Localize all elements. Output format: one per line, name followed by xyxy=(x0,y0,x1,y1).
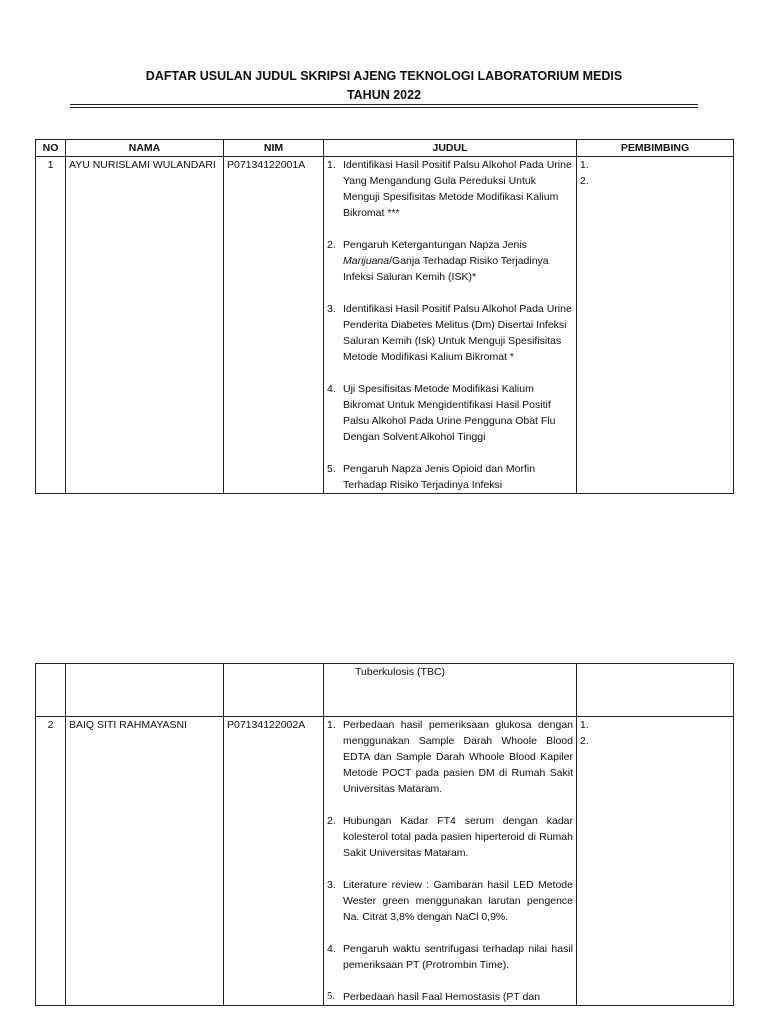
judul-item-text xyxy=(343,237,573,285)
student-name: BAIQ SITI RAHMAYASNI xyxy=(66,717,224,1006)
judul-item xyxy=(327,381,573,445)
document-title: DAFTAR USULAN JUDUL SKRIPSI AJENG TEKNOLOGI LABORATORIUM MEDIS xyxy=(145,69,623,83)
title-underline-bottom xyxy=(70,107,698,108)
judul-item xyxy=(327,877,573,925)
document-subtitle-year: TAHUN 2022 xyxy=(346,88,422,102)
column-header-nama: NAMA xyxy=(66,140,224,157)
judul-item-text: Uji Spesifisitas Metode Modifikasi Kalium Bikromat Untuk Mengidentifikasi Hasil Positif Palsu Alkohol Pada Urine Pengguna Obat Flu Dengan Solvent Alkohol Tinggi xyxy=(343,383,556,443)
pembimbing-slot: 2. xyxy=(580,735,589,747)
student-nim: P07134122001A xyxy=(224,157,324,494)
student-name: AYU NURISLAMI WULANDARI xyxy=(66,157,224,494)
pembimbing-cell xyxy=(577,717,734,1006)
student-name-empty xyxy=(66,664,224,717)
pembimbing-cell xyxy=(577,157,734,494)
judul-item-number: 1. xyxy=(327,719,336,731)
row-no-empty xyxy=(36,664,66,717)
judul-item xyxy=(327,813,573,861)
student-nim: P07134122002A xyxy=(224,717,324,1006)
row-no: 2 xyxy=(36,717,66,1006)
judul-cell xyxy=(324,157,577,494)
judul-item-number: 3. xyxy=(327,303,336,315)
judul-item-number: 2. xyxy=(327,239,336,251)
judul-item xyxy=(327,301,573,365)
judul-item-text: Perbedaan hasil pemeriksaan glukosa dengan menggunakan Sample Darah Whoole Blood EDTA dan Sample Darah Whoole Blood Kapiler Metode POCT pada pasien DM di Rumah Sakit Universitas Mataram. xyxy=(343,719,573,795)
table-header-row xyxy=(36,140,734,157)
pembimbing-slot: 1. xyxy=(580,719,589,731)
judul-item xyxy=(327,461,573,493)
row-no: 1 xyxy=(36,157,66,494)
judul-item-number: 4. xyxy=(327,383,336,395)
judul-cell xyxy=(324,664,577,717)
judul-item-text-pre: Pengaruh Ketergantungan Napza Jenis xyxy=(343,239,527,251)
judul-item-text-italic: Marijuana xyxy=(343,255,390,267)
table-row xyxy=(36,157,734,494)
table-row-continuation xyxy=(36,664,734,717)
judul-item xyxy=(327,717,573,797)
judul-continuation-text: Tuberkulosis (TBC) xyxy=(355,666,446,678)
pembimbing-cell-empty xyxy=(577,664,734,717)
judul-item-text: Literature review : Gambaran hasil LED Metode Wester green menggunakan larutan pengence Na. Citrat 3,8% dengan NaCl 0,9%. xyxy=(343,879,573,923)
judul-item-number: 1. xyxy=(327,159,336,171)
title-underline-top xyxy=(70,104,698,105)
table-row xyxy=(36,717,734,1006)
proposal-table-page1 xyxy=(35,139,734,494)
judul-item-number: 3. xyxy=(327,879,336,891)
judul-item xyxy=(327,941,573,973)
proposal-table-page2 xyxy=(35,663,734,1006)
judul-item-text: Identifikasi Hasil Positif Palsu Alkohol Pada Urine Yang Mengandung Gula Pereduksi Untuk Menguji Spesifisitas Metode Modifikasi Kalium Bikromat *** xyxy=(343,159,572,219)
judul-item-text: Pengaruh waktu sentrifugasi terhadap nilai hasil pemeriksaan PT (Protrombin Time). xyxy=(343,943,573,971)
judul-item-text: Identifikasi Hasil Positif Palsu Alkohol Pada Urine Penderita Diabetes Melitus (Dm) Disertai Infeksi Saluran Kemih (Isk) Untuk Menguji Spesifisitas Metode Modifikasi Kalium Bikromat * xyxy=(343,303,572,363)
judul-item-text-post: /Ganja Terhadap Risiko Terjadinya Infeksi Saluran Kemih (ISK)* xyxy=(343,255,549,283)
column-header-no: NO xyxy=(36,140,66,157)
judul-item-text: Pengaruh Napza Jenis Opioid dan Morfin Terhadap Risiko Terjadinya Infeksi xyxy=(343,463,536,491)
column-header-judul: JUDUL xyxy=(324,140,577,157)
judul-cell xyxy=(324,717,577,1006)
student-nim-empty xyxy=(224,664,324,717)
judul-item-text: Perbedaan hasil Faal Hemostasis (PT dan xyxy=(343,991,541,1003)
column-header-nim: NIM xyxy=(224,140,324,157)
judul-item xyxy=(327,157,573,221)
column-header-pembimbing: PEMBIMBING xyxy=(577,140,734,157)
judul-item-text: Hubungan Kadar FT4 serum dengan kadar kolesterol total pada pasien hiperteroid di Rumah Sakit Universitas Mataram. xyxy=(343,815,573,859)
judul-item xyxy=(327,989,573,1005)
judul-item-number: 5. xyxy=(327,463,336,475)
pembimbing-slot: 1. xyxy=(580,159,589,171)
judul-item-number: 5. xyxy=(327,991,335,1002)
judul-item-number: 4. xyxy=(327,943,336,955)
pembimbing-slot: 2. xyxy=(580,175,589,187)
judul-item xyxy=(327,237,573,285)
judul-item-number: 2. xyxy=(327,815,336,827)
